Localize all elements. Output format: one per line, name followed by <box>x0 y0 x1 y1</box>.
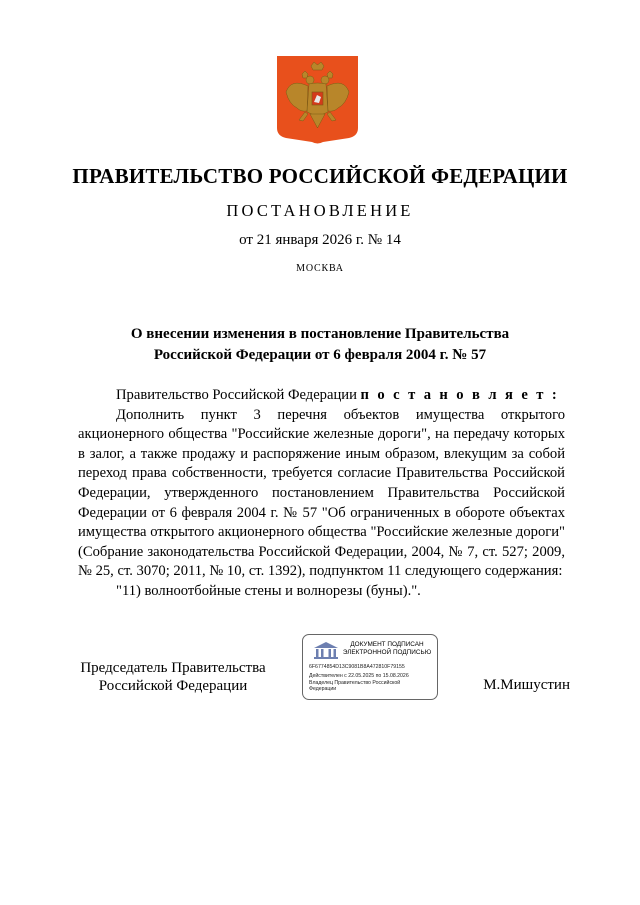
position-line-1: Председатель Правительства <box>80 660 266 676</box>
preamble-paragraph <box>78 386 565 406</box>
stamp-validity: Действителен с 22.05.2025 по 15.08.2026 <box>309 673 409 679</box>
subject-line-2: Российской Федерации от 6 февраля 2004 г. № 57 <box>153 347 487 363</box>
document-city: МОСКВА <box>296 263 344 274</box>
signatory-name: М.Мишустин <box>483 677 570 693</box>
building-icon <box>312 640 340 660</box>
stamp-owner-line-2: Федерации <box>309 686 337 692</box>
state-emblem <box>277 56 358 145</box>
stamp-certificate: 6F6774854D13C9081B8A472810F79155 <box>309 664 405 670</box>
electronic-signature-stamp <box>302 634 438 700</box>
signatory-position <box>72 659 274 695</box>
stamp-title <box>339 641 435 657</box>
main-paragraph: Дополнить пункт 3 перечня объектов имущества открытого акционерного общества "Российские железные дороги", на передачу которых в залог, а также продажу и распоряжение иным образом, влекущим за собой переход права собственности, требуется согласие Правительства Российской Федерации, утвержденного постановлением Правительства Российской Федерации от 6 февраля 2004 г. № 57 "Об ограниченных в обороте объектах имущества открытого акционерного общества "Российские железные дороги" (Собрание законодательства Российской Федерации, 2004, № 7, ст. 527; 2009, № 25, ст. 3070; 2011, № 10, ст. 1392), подпунктом 11 следующего содержания: <box>78 406 565 580</box>
subject-line-1: О внесении изменения в постановление Правительства <box>130 326 510 342</box>
document-subject <box>80 324 560 366</box>
stamp-title-line-2: ЭЛЕКТРОННОЙ ПОДПИСЬЮ <box>342 649 432 656</box>
document-body <box>78 386 565 602</box>
quote-paragraph: "11) волноотбойные стены и волнорезы (буны).". <box>116 582 421 599</box>
stamp-owner-line-1: Владелец Правительство Российской <box>309 680 401 686</box>
preamble-text: Правительство Российской Федерации <box>116 387 361 403</box>
document-date-number: от 21 января 2026 г. № 14 <box>239 232 401 248</box>
stamp-title-line-1: ДОКУМЕНТ ПОДПИСАН <box>350 641 424 648</box>
document-type: ПОСТАНОВЛЕНИЕ <box>226 201 414 220</box>
government-title: ПРАВИТЕЛЬСТВО РОССИЙСКОЙ ФЕДЕРАЦИИ <box>72 164 568 188</box>
decree-word: п о с т а н о в л я е т : <box>360 387 560 403</box>
position-line-2: Российской Федерации <box>98 678 248 694</box>
